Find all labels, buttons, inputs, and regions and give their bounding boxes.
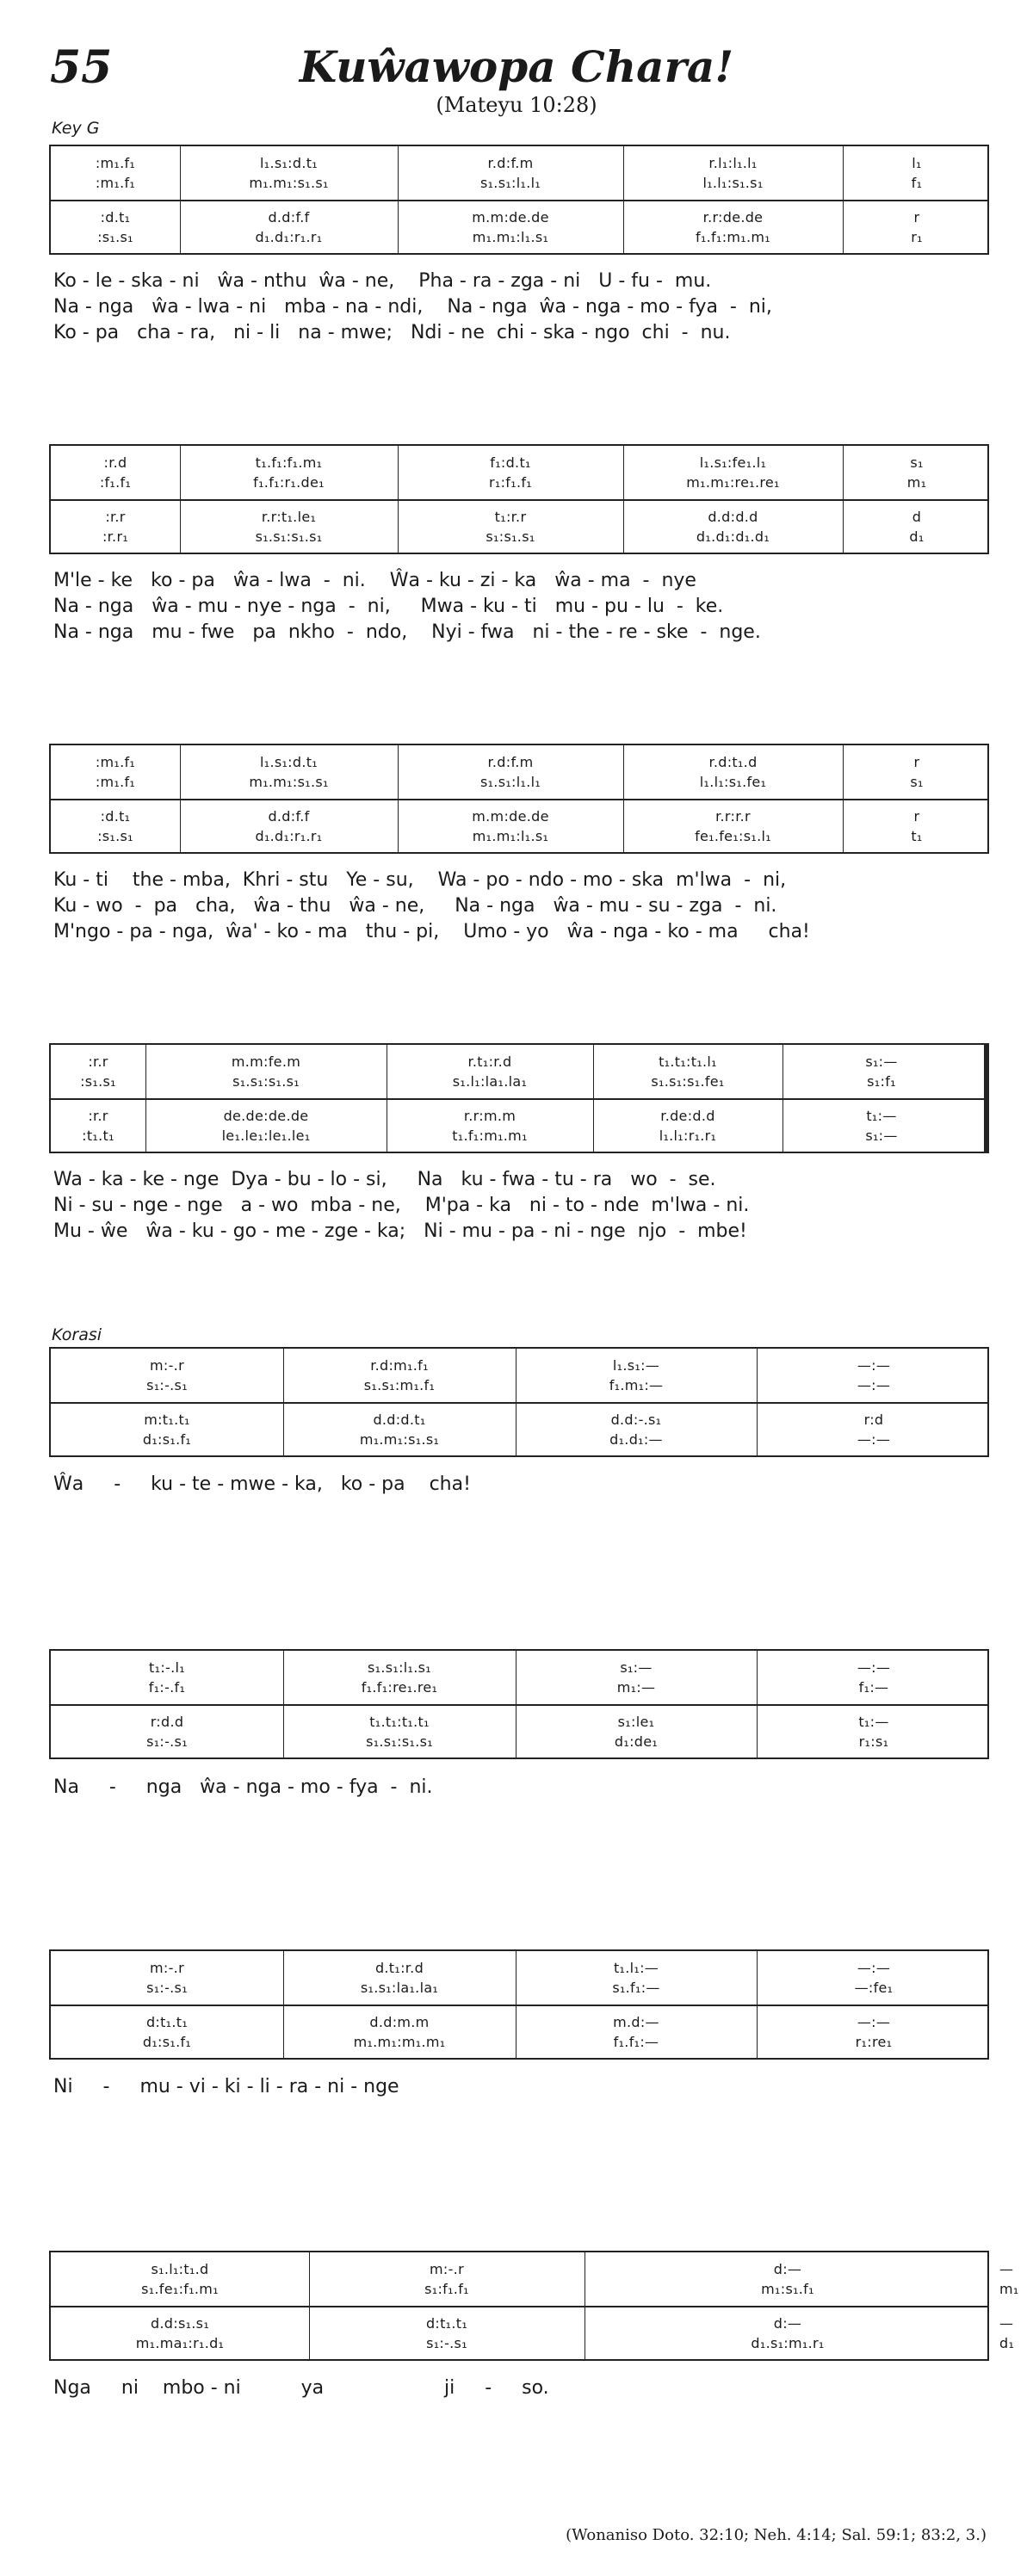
solfa-measure: r:d: [863, 1412, 884, 1428]
solfa-measure: s₁.s₁:s₁.s₁: [366, 1733, 433, 1750]
solfa-measure: s₁.f₁:—: [612, 1980, 660, 1996]
solfa-measure: m₁.m₁:s₁.s₁: [249, 774, 329, 790]
solfa-measure: r.r:t₁.le₁: [261, 509, 317, 525]
lyric-line: Ku - ti the - mba, Khri - stu Ye - su, Wa - po - ndo - mo - ska m'lwa - ni,: [53, 869, 787, 891]
solfa-measure: s₁.s₁:l₁.l₁: [479, 175, 541, 191]
solfa-measure: :d.t₁: [100, 209, 131, 225]
staff-divider: [51, 200, 987, 201]
solfa-voice-row: [51, 509, 987, 526]
solfa-measure: s₁:f₁.f₁: [424, 2281, 469, 2297]
solfa-measure: s₁: [910, 774, 924, 790]
solfa-voice-row: [51, 1127, 987, 1145]
solfa-measure: —:fe₁: [854, 1980, 894, 1996]
solfa-measure: r.d:m₁.f₁: [370, 1357, 429, 1374]
solfa-voice-row: [51, 2335, 1015, 2352]
solfa-measure: t₁.f₁:f₁.m₁: [255, 454, 323, 471]
solfa-measure: m₁: [906, 474, 927, 491]
lyric-line: Na - nga mu - fwe pa nkho - ndo, Nyi - fwa ni - the - re - ske - nge.: [53, 621, 761, 643]
solfa-measure: s₁.s₁:l₁.l₁: [479, 774, 541, 790]
lyric-line: Ni - mu - vi - ki - li - ra - ni - nge: [53, 2076, 399, 2097]
solfa-measure: s₁:-.s₁: [146, 1733, 188, 1750]
solfa-measure: r.d:f.m: [487, 754, 534, 770]
solfa-measure: m₁.m₁:s₁.s₁: [249, 175, 329, 191]
solfa-voice-row: [51, 2315, 1014, 2332]
lyric-line: Nga ni mbo - ni ya ji - so.: [53, 2377, 549, 2399]
solfa-measure: t₁.t₁:t₁.t₁: [369, 1714, 430, 1730]
solfa-voice-row: [51, 774, 987, 791]
solfa-measure: s₁.s₁:la₁.la₁: [360, 1980, 439, 1996]
hymn-title: Kuŵawopa Chara!: [299, 41, 734, 92]
solfa-measure: l₁.l₁:s₁.s₁: [702, 175, 764, 191]
solfa-measure: f₁.f₁:m₁.m₁: [696, 229, 770, 245]
solfa-measure: d₁.d₁:d₁.d₁: [696, 528, 770, 545]
solfa-measure: d.d:m.m: [369, 2014, 430, 2030]
solfa-voice-row: [51, 2034, 987, 2051]
solfa-measure: r.l₁:l₁.l₁: [708, 155, 758, 171]
solfa-measure: t₁.f₁:m₁.m₁: [452, 1127, 528, 1144]
solfa-measure: r: [913, 209, 920, 225]
solfa-measure: d₁.d₁:r₁.r₁: [255, 229, 323, 245]
solfa-measure: :m₁.f₁: [95, 754, 136, 770]
solfa-measure: t₁.l₁:—: [613, 1960, 659, 1976]
solfa-measure: f₁:—: [858, 1679, 889, 1696]
solfa-measure: r.t₁:r.d: [467, 1053, 512, 1070]
solfa-measure: r.r:m.m: [463, 1108, 516, 1124]
solfa-voice-row: [51, 2281, 1019, 2298]
solfa-measure: m₁.m₁:s₁.s₁: [359, 1431, 440, 1448]
staff-divider: [51, 1098, 987, 1100]
solfa-measure: m₁.ma₁:r₁.d₁: [135, 2335, 225, 2351]
solfa-measure: m₁.m₁:l₁.s₁: [472, 828, 549, 844]
solfa-measure: :r.r: [88, 1108, 108, 1124]
lyric-line: Mu - ŵe ŵa - ku - go - me - zge - ka; Ni - mu - pa - ni - nge njo - mbe!: [53, 1220, 747, 1242]
solfa-measure: d₁: [999, 2335, 1015, 2351]
solfa-measure: t₁:—: [858, 1714, 889, 1730]
solfa-measure: r: [913, 754, 920, 770]
solfa-measure: :s₁.s₁: [97, 828, 133, 844]
music-system: [49, 444, 989, 554]
solfa-voice-row: [51, 754, 987, 771]
solfa-measure: m:-.r: [150, 1357, 184, 1374]
scripture-reference: (Mateyu 10:28): [436, 93, 597, 117]
solfa-measure: :m₁.f₁: [95, 774, 136, 790]
solfa-measure: :d.t₁: [100, 808, 131, 825]
solfa-measure: r:d.d: [150, 1714, 184, 1730]
solfa-measure: f₁:d.t₁: [490, 454, 531, 471]
solfa-measure: :r.r: [105, 509, 126, 525]
solfa-measure: l₁.l₁:s₁.fe₁: [699, 774, 767, 790]
staff-divider: [51, 1704, 987, 1706]
solfa-measure: s₁:—: [865, 1053, 898, 1070]
solfa-measure: r.r:de.de: [702, 209, 764, 225]
chorus-label: Korasi: [52, 1325, 102, 1344]
solfa-voice-row: [51, 1714, 987, 1731]
solfa-measure: m:-.r: [150, 1960, 184, 1976]
solfa-measure: f₁.m₁:—: [609, 1377, 664, 1393]
solfa-measure: f₁.f₁:—: [613, 2034, 659, 2050]
solfa-measure: d₁.d₁:r₁.r₁: [255, 828, 323, 844]
solfa-measure: m₁.m₁:l₁.s₁: [472, 229, 549, 245]
footnote-references: (Wonaniso Doto. 32:10; Neh. 4:14; Sal. 59:1; 83:2, 3.): [566, 2526, 987, 2544]
solfa-measure: d₁:de₁: [614, 1733, 659, 1750]
staff-divider: [51, 799, 987, 800]
solfa-measure: l₁: [912, 155, 922, 171]
solfa-measure: s₁:s₁.s₁: [486, 528, 535, 545]
solfa-voice-row: [51, 1357, 987, 1374]
staff-divider: [51, 499, 987, 501]
lyric-line: M'le - ke ko - pa ŵa - lwa - ni. Ŵa - ku - zi - ka ŵa - ma - nye: [53, 570, 696, 591]
solfa-measure: d₁:s₁.f₁: [142, 1431, 192, 1448]
lyric-line: Na - nga ŵa - lwa - ni mba - na - ndi, Na - nga ŵa - nga - mo - fya - ni,: [53, 296, 772, 318]
solfa-measure: r.r:r.r: [715, 808, 751, 825]
solfa-measure: —:—: [857, 1357, 891, 1374]
solfa-measure: m:-.r: [430, 2261, 464, 2277]
solfa-measure: :r.d: [103, 454, 127, 471]
solfa-measure: m.m:de.de: [472, 209, 549, 225]
solfa-measure: f₁:-.f₁: [148, 1679, 186, 1696]
solfa-measure: d.d:f.f: [268, 808, 310, 825]
solfa-voice-row: [51, 1659, 987, 1677]
solfa-measure: —: [999, 2261, 1014, 2277]
solfa-measure: s₁:-.s₁: [146, 1377, 188, 1393]
solfa-measure: r.d:t₁.d: [708, 754, 758, 770]
solfa-measure: r₁: [911, 229, 923, 245]
lyric-line: Ŵa - ku - te - mwe - ka, ko - pa cha!: [53, 1473, 471, 1495]
solfa-measure: :s₁.s₁: [80, 1073, 116, 1090]
solfa-voice-row: [51, 2261, 1014, 2278]
solfa-measure: s₁.fe₁:f₁.m₁: [141, 2281, 219, 2297]
solfa-measure: m₁.m₁:m₁.m₁: [353, 2034, 446, 2050]
music-system: [49, 1949, 989, 2060]
solfa-measure: l₁.s₁:d.t₁: [259, 155, 318, 171]
solfa-measure: :f₁.f₁: [99, 474, 132, 491]
solfa-measure: fe₁.fe₁:s₁.l₁: [695, 828, 771, 844]
solfa-measure: t₁:-.l₁: [149, 1659, 185, 1676]
solfa-voice-row: [51, 1980, 987, 1997]
solfa-measure: d.t₁:r.d: [374, 1960, 424, 1976]
solfa-voice-row: [51, 454, 987, 472]
solfa-measure: f₁.f₁:re₁.re₁: [361, 1679, 438, 1696]
solfa-measure: d.d:d.d: [708, 509, 758, 525]
staff-divider: [51, 1402, 987, 1404]
solfa-voice-row: [51, 1377, 987, 1394]
solfa-measure: r.d:f.m: [487, 155, 534, 171]
solfa-measure: m.m:de.de: [472, 808, 549, 825]
solfa-measure: s₁.s₁:s₁.s₁: [255, 528, 323, 545]
solfa-measure: d₁:s₁.f₁: [142, 2034, 192, 2050]
solfa-measure: r₁:s₁: [858, 1733, 889, 1750]
music-system: [49, 1347, 989, 1457]
lyric-line: Ko - le - ska - ni ŵa - nthu ŵa - ne, Pha - ra - zga - ni U - fu - mu.: [53, 270, 712, 292]
solfa-measure: s₁.s₁:s₁.fe₁: [651, 1073, 725, 1090]
solfa-measure: de.de:de.de: [223, 1108, 309, 1124]
solfa-measure: :t₁.t₁: [82, 1127, 114, 1144]
solfa-measure: —:—: [857, 1431, 891, 1448]
solfa-voice-row: [51, 1960, 987, 1977]
solfa-voice-row: [51, 528, 987, 546]
solfa-measure: d.d:s₁.s₁: [150, 2315, 210, 2332]
solfa-measure: d₁.d₁:—: [609, 1431, 663, 1448]
solfa-measure: :s₁.s₁: [97, 229, 133, 245]
solfa-measure: s₁.l₁:t₁.d: [151, 2261, 209, 2277]
solfa-measure: s₁:f₁: [867, 1073, 896, 1090]
music-system: [49, 2251, 1019, 2361]
lyric-line: Na - nga ŵa - nga - mo - fya - ni.: [53, 1776, 433, 1798]
solfa-voice-row: [51, 155, 987, 172]
solfa-measure: d.d:-.s₁: [610, 1412, 662, 1428]
solfa-measure: s₁:-.s₁: [426, 2335, 467, 2351]
solfa-voice-row: [51, 1108, 987, 1125]
solfa-voice-row: [51, 209, 987, 226]
solfa-measure: m₁: [999, 2281, 1019, 2297]
solfa-measure: l₁.s₁:fe₁.l₁: [699, 454, 767, 471]
solfa-measure: :m₁.f₁: [95, 155, 136, 171]
solfa-measure: l₁.s₁:—: [612, 1357, 660, 1374]
lyric-line: Ko - pa cha - ra, ni - li na - mwe; Ndi - ne chi - ska - ngo chi - nu.: [53, 322, 731, 343]
solfa-measure: d₁.s₁:m₁.r₁: [751, 2335, 825, 2351]
solfa-measure: s₁:—: [865, 1127, 898, 1144]
lyric-line: Ku - wo - pa cha, ŵa - thu ŵa - ne, Na - nga ŵa - mu - su - zga - ni.: [53, 895, 777, 917]
solfa-voice-row: [51, 828, 987, 845]
solfa-voice-row: [51, 1431, 987, 1449]
solfa-voice-row: [51, 1412, 987, 1429]
solfa-measure: d:—: [773, 2315, 802, 2332]
solfa-measure: d₁: [909, 528, 925, 545]
lyric-line: Na - nga ŵa - mu - nye - nga - ni, Mwa - ku - ti mu - pu - lu - ke.: [53, 596, 724, 617]
solfa-measure: d: [912, 509, 922, 525]
solfa-measure: r₁:f₁.f₁: [489, 474, 532, 491]
solfa-measure: s₁.s₁:l₁.s₁: [368, 1659, 431, 1676]
solfa-voice-row: [51, 1073, 987, 1090]
music-system: [49, 145, 989, 255]
solfa-voice-row: [51, 474, 987, 491]
solfa-measure: m₁:s₁.f₁: [761, 2281, 814, 2297]
solfa-voice-row: [51, 175, 987, 192]
solfa-measure: —:—: [857, 1659, 891, 1676]
solfa-measure: —: [999, 2315, 1014, 2332]
solfa-measure: s₁.s₁:m₁.f₁: [363, 1377, 436, 1393]
hymn-number: 55: [50, 41, 113, 94]
solfa-measure: m:t₁.t₁: [144, 1412, 190, 1428]
staff-divider: [51, 2005, 987, 2006]
solfa-measure: r.de:d.d: [660, 1108, 715, 1124]
solfa-measure: m.d:—: [613, 2014, 659, 2030]
solfa-measure: —:—: [857, 1960, 891, 1976]
solfa-measure: m₁.m₁:re₁.re₁: [686, 474, 780, 491]
music-system: [49, 1043, 989, 1153]
solfa-measure: f₁: [911, 175, 923, 191]
music-system: [49, 744, 989, 854]
solfa-measure: d.d:d.t₁: [373, 1412, 426, 1428]
solfa-measure: s₁:-.s₁: [146, 1980, 188, 1996]
solfa-measure: s₁: [910, 454, 924, 471]
solfa-measure: l₁.l₁:r₁.r₁: [659, 1127, 717, 1144]
solfa-measure: d.d:f.f: [268, 209, 310, 225]
solfa-measure: s₁.l₁:la₁.la₁: [452, 1073, 528, 1090]
solfa-measure: s₁:le₁: [617, 1714, 655, 1730]
solfa-voice-row: [51, 229, 987, 246]
solfa-measure: t₁: [911, 828, 923, 844]
lyric-line: Ni - su - nge - nge a - wo mba - ne, M'pa - ka ni - to - nde m'lwa - ni.: [53, 1195, 750, 1216]
solfa-measure: t₁:r.r: [494, 509, 527, 525]
solfa-measure: t₁:—: [866, 1108, 897, 1124]
solfa-measure: m.m:fe.m: [231, 1053, 301, 1070]
solfa-measure: r₁:re₁: [855, 2034, 893, 2050]
solfa-voice-row: [51, 1733, 987, 1751]
solfa-measure: r: [913, 808, 920, 825]
solfa-measure: —:—: [857, 2014, 891, 2030]
solfa-measure: f₁.f₁:r₁.de₁: [253, 474, 325, 491]
solfa-measure: :r.r: [88, 1053, 108, 1070]
solfa-voice-row: [51, 1053, 987, 1071]
music-system: [49, 1649, 989, 1759]
solfa-measure: le₁.le₁:le₁.le₁: [221, 1127, 311, 1144]
solfa-measure: d:t₁.t₁: [425, 2315, 468, 2332]
solfa-measure: —:—: [857, 1377, 891, 1393]
solfa-measure: :r.r₁: [102, 528, 129, 545]
lyric-line: M'ngo - pa - nga, ŵa' - ko - ma thu - pi, Umo - yo ŵa - nga - ko - ma cha!: [53, 921, 810, 942]
solfa-measure: s₁:—: [620, 1659, 653, 1676]
key-signature: Key G: [52, 119, 100, 138]
solfa-measure: t₁.t₁:t₁.l₁: [659, 1053, 717, 1070]
staff-divider: [51, 2306, 987, 2307]
solfa-voice-row: [51, 2014, 987, 2031]
solfa-voice-row: [51, 1679, 987, 1696]
solfa-measure: d:t₁.t₁: [145, 2014, 189, 2030]
solfa-measure: m₁:—: [616, 1679, 656, 1696]
solfa-measure: d:—: [773, 2261, 802, 2277]
solfa-voice-row: [51, 808, 987, 825]
solfa-measure: l₁.s₁:d.t₁: [259, 754, 318, 770]
solfa-measure: :m₁.f₁: [95, 175, 136, 191]
lyric-line: Wa - ka - ke - nge Dya - bu - lo - si, Na ku - fwa - tu - ra wo - se.: [53, 1169, 716, 1190]
solfa-measure: s₁.s₁:s₁.s₁: [232, 1073, 300, 1090]
